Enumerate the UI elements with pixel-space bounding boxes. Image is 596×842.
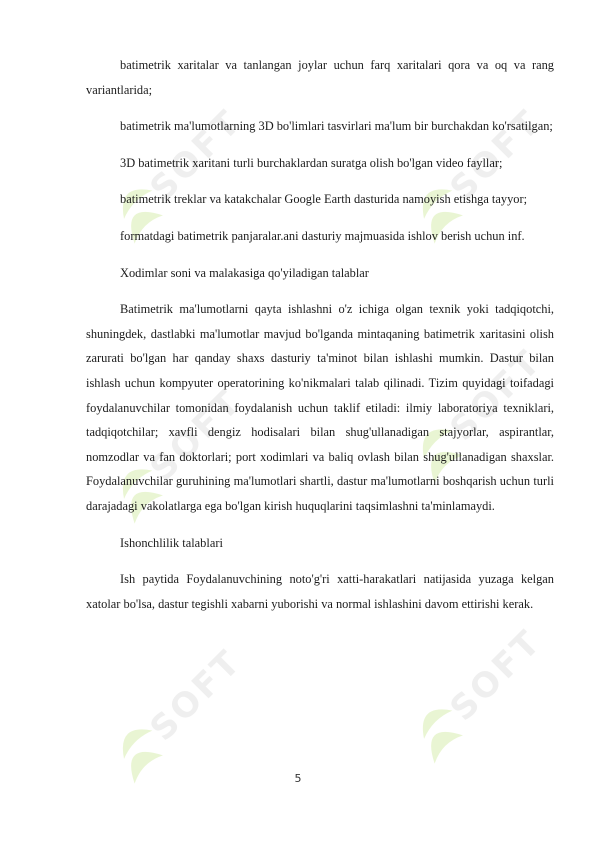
watermark-text: SOFT bbox=[442, 101, 550, 209]
watermark-text: SOFT bbox=[142, 641, 250, 749]
watermark-text: SOFT bbox=[142, 381, 250, 489]
watermark-logo-icon bbox=[370, 600, 570, 800]
page-number: 5 bbox=[294, 772, 302, 785]
watermark-text: SOFT bbox=[442, 621, 550, 729]
paragraph: formatdagi batimetrik panjaralar.ani dasturiy majmuasida ishlov berish uchun inf. bbox=[120, 228, 525, 243]
document-body bbox=[86, 53, 554, 616]
paragraph: batimetrik treklar va katakchalar Google Earth dasturida namoyish etishga tayyor; bbox=[120, 192, 528, 207]
watermark-text: SOFT bbox=[442, 341, 550, 449]
paragraph: 3D batimetrik xaritani turli burchaklardan suratga olish bo'lgan video fayllar; bbox=[120, 155, 503, 170]
section-heading: Ishonchlilik talablari bbox=[120, 535, 223, 550]
watermark-text: SOFT bbox=[142, 101, 250, 209]
section-heading: Xodimlar soni va malakasiga qo'yiladigan talablar bbox=[120, 265, 369, 280]
paragraph: Batimetrik ma'lumotlarni qayta ishlashni o'z ichiga olgan texnik yoki tadqiqotchi, shuningdek, dastlabki ma'lumotlar mavjud bo'lganda mintaqaning batimetrik xaritasini olish zarurati bo'lgan har qanday shaxs dasturiy ta'minot bilan ishlashi mumkin. Dastur bilan ishlash uchun kompyuter operatorining ko'nikmalari talab qilinadi. Tizim quyidagi toifadagi foydalanuvchilar tomonidan foydalanish uchun taklif etiladi: ilmiy laboratoriya texniklari, tadqiqotchilar; xavfli dengiz hodisalari bilan shug'ullanadigan stajyorlar, aspirantlar, nomzodlar va fan doktorlari; port xodimlari va baliq ovlash bilan shug'ullanadigan shaxslar. Foydalanuvchilar guruhining ma'lumotlari shartli, dastur ma'lumotlarni boshqarish uchun turli darajadagi vakolatlarga ega bo'lgan kirish huquqlarini taqsimlashni ta'minlamaydi. bbox=[86, 302, 554, 513]
paragraph: Ish paytida Foydalanuvchining noto'g'ri xatti-harakatlari natijasida yuzaga kelgan xatolar bo'lsa, dastur tegishli xabarni yuborishi va normal ishlashini davom ettirishi kerak. bbox=[86, 572, 554, 611]
paragraph: batimetrik xaritalar va tanlangan joylar uchun farq xaritalari qora va oq va rang variantlarida; bbox=[86, 58, 554, 97]
paragraph: batimetrik ma'lumotlarning 3D bo'limlari tasvirlari ma'lum bir burchakdan ko'rsatilgan; bbox=[120, 119, 553, 134]
watermark-logo-icon bbox=[70, 620, 270, 820]
